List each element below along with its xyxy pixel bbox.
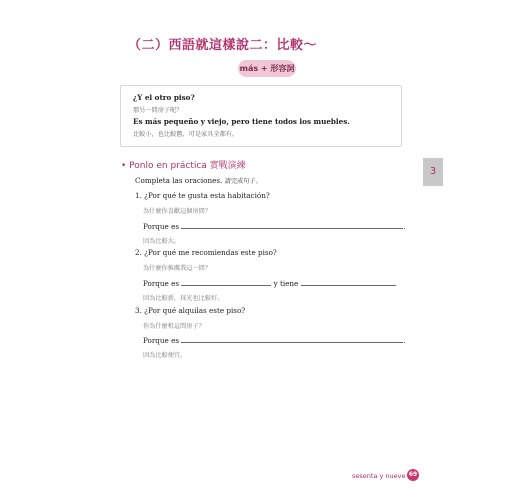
answer-prefix: Porque es — [143, 336, 180, 345]
question-zh: 為什麼你推薦我這一間？ — [143, 265, 212, 272]
question: 3. ¿Por qué alquilas este piso? — [135, 306, 246, 315]
chapter-tab — [423, 158, 443, 186]
question-zh: 為什麼你喜歡這個房間？ — [143, 208, 212, 215]
page-footer-text: sesenta y nueve — [352, 472, 406, 480]
instruction-es: Completa las oraciones. — [135, 176, 223, 185]
section-title: （二）西語就這樣說二：比較～ — [128, 38, 318, 53]
example-line-es: Es más pequeño y viejo, pero tiene todos los muebles. — [133, 117, 350, 126]
answer-blank[interactable] — [181, 221, 403, 229]
example-line-zh: 那另一間房子呢？ — [133, 107, 183, 114]
answer-hint: 因為比較便宜。 — [143, 352, 187, 359]
answer-hint: 因為比較新，採光也比較好。 — [143, 295, 224, 302]
answer-mid: y tiene — [273, 279, 299, 288]
example-line-es: ¿Y el otro piso? — [133, 93, 195, 102]
instruction-zh: 請完成句子。 — [224, 178, 262, 185]
answer-hint: 因為比較大。 — [143, 238, 181, 245]
question: 1. ¿Por qué te gusta esta habitación? — [135, 191, 270, 200]
example-box — [120, 85, 402, 147]
answer-line[interactable]: Porque es . — [143, 336, 406, 345]
practice-instruction — [135, 176, 262, 185]
question-zh: 你為什麼租這間房子？ — [143, 323, 205, 330]
answer-line[interactable]: Porque es . — [143, 222, 406, 231]
answer-blank[interactable] — [181, 278, 271, 286]
answer-prefix: Porque es — [143, 279, 180, 288]
grammar-pill: más + 形容詞 — [238, 60, 296, 77]
page-number-badge: 69 — [407, 469, 419, 481]
practice-heading: • Ponlo en práctica 實戰演練 — [121, 161, 246, 171]
answer-line[interactable]: Porque es y tiene . — [143, 279, 397, 288]
chapter-number: 3 — [429, 166, 437, 177]
answer-prefix: Porque es — [143, 222, 180, 231]
question: 2. ¿Por qué me recomiendas este piso? — [135, 248, 277, 257]
answer-blank[interactable] — [181, 335, 403, 343]
answer-blank[interactable] — [301, 278, 395, 286]
example-line-zh: 比較小，也比較舊，可是家具全都有。 — [133, 131, 239, 138]
